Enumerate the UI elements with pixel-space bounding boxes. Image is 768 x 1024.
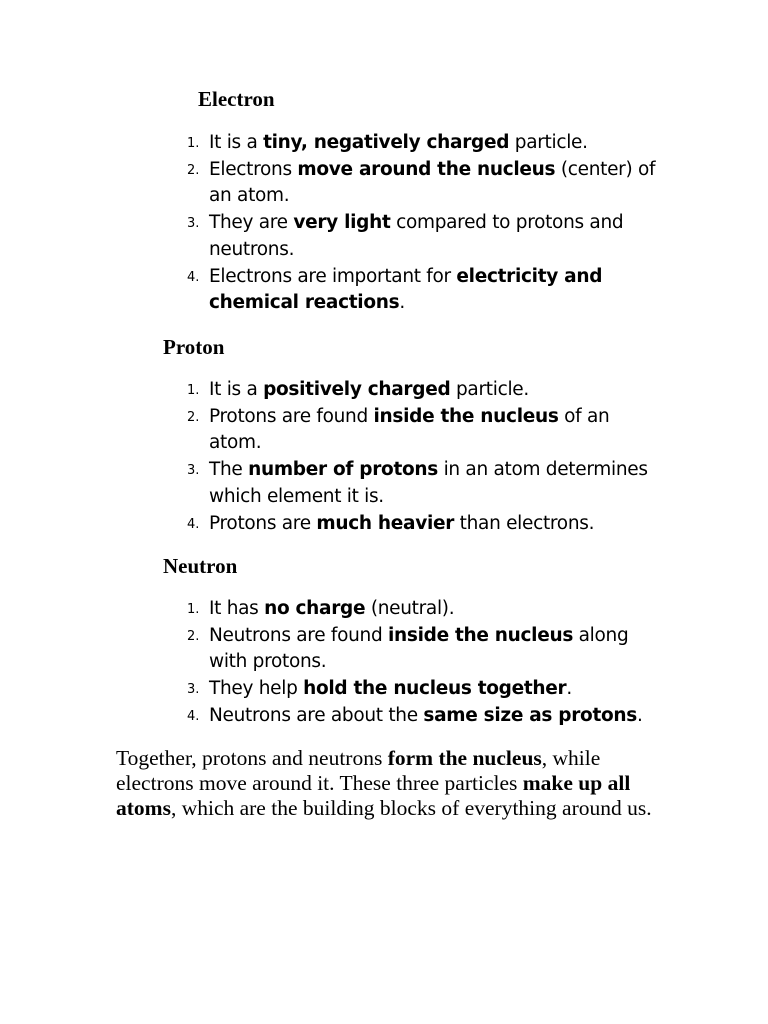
list-item-bold-text: move around the nucleus <box>297 158 556 180</box>
list-item-text: along with protons. <box>209 624 629 673</box>
list-item-number: 1. <box>187 602 200 617</box>
list-item <box>187 623 657 676</box>
list-item-number: 4. <box>187 516 200 532</box>
list-item <box>187 210 657 263</box>
list-item-text: Neutrons are found <box>209 624 388 646</box>
section-heading-electron: Electron <box>198 87 275 111</box>
list-item-text: (neutral). <box>365 598 455 619</box>
list-item-text: compared to protons and neutrons. <box>209 212 624 260</box>
section-heading-proton: Proton <box>163 335 225 359</box>
list-item-text: than electrons. <box>454 512 595 534</box>
neutron-list <box>187 596 657 730</box>
list-item-text: particle. <box>509 132 588 153</box>
list-item <box>187 157 657 210</box>
list-item <box>187 703 657 730</box>
list-item-text: of an atom. <box>209 405 610 454</box>
summary-paragraph <box>116 746 656 821</box>
list-item <box>187 264 657 317</box>
list-item-bold-text: tiny, negatively charged <box>263 132 510 153</box>
list-item-bold-text: inside the nucleus <box>387 624 574 646</box>
list-item-number: 2. <box>187 628 200 644</box>
list-item-text: Protons are found <box>209 405 374 427</box>
list-item-text: It is a <box>209 132 264 153</box>
list-item <box>187 511 657 538</box>
list-item-text: Electrons are important for <box>209 265 457 287</box>
list-item-number: 2. <box>187 162 200 178</box>
electron-list <box>187 130 657 317</box>
list-item-number: 3. <box>187 463 200 479</box>
list-item <box>187 676 657 703</box>
list-item-text: in an atom determines which element it is. <box>209 459 648 507</box>
summary-bold-text: form the nucleus <box>387 746 542 770</box>
list-item-text: Protons are <box>209 512 317 534</box>
list-item-number: 2. <box>187 409 200 425</box>
list-item-text: particle. <box>450 379 529 400</box>
list-item-bold-text: no charge <box>264 598 366 619</box>
list-item <box>187 596 657 623</box>
list-item-bold-text: inside the nucleus <box>373 405 559 427</box>
list-item-number: 4. <box>187 269 200 285</box>
list-item-number: 1. <box>187 383 200 398</box>
proton-list <box>187 377 657 537</box>
list-item-text: . <box>566 678 572 700</box>
list-item-text: Neutrons are about the <box>209 704 424 726</box>
list-item-text: It has <box>209 598 265 619</box>
summary-text: Together, protons and neutrons <box>116 746 388 770</box>
list-item-text: They are <box>209 212 294 234</box>
summary-bold-text: make up all atoms <box>116 771 631 820</box>
list-item-number: 4. <box>187 708 200 724</box>
list-item-text: Electrons <box>209 158 298 180</box>
list-item <box>187 377 657 404</box>
list-item-number: 1. <box>187 136 200 151</box>
summary-text: , which are the building blocks of everything around us. <box>170 796 652 820</box>
list-item <box>187 404 657 457</box>
list-item-bold-text: positively charged <box>263 379 451 400</box>
list-item-text: It is a <box>209 379 264 400</box>
list-item-number: 3. <box>187 216 200 232</box>
list-item-text: They help <box>209 678 304 700</box>
list-item-bold-text: hold the nucleus together <box>303 678 567 700</box>
summary-text: , while electrons move around it. These three particles <box>116 746 601 795</box>
list-item-bold-text: much heavier <box>316 512 455 534</box>
list-item-bold-text: very light <box>293 212 391 234</box>
list-item-bold-text: same size as protons <box>423 704 637 726</box>
list-item-text: The <box>209 459 249 481</box>
list-item-text: (center) of an atom. <box>209 158 656 207</box>
list-item-bold-text: electricity and chemical reactions <box>209 265 603 314</box>
list-item-text: . <box>399 292 405 314</box>
list-item-text: . <box>637 704 643 726</box>
list-item-bold-text: number of protons <box>248 459 438 481</box>
section-heading-neutron: Neutron <box>163 554 238 578</box>
list-item <box>187 130 657 157</box>
list-item-number: 3. <box>187 682 200 698</box>
list-item <box>187 457 657 510</box>
